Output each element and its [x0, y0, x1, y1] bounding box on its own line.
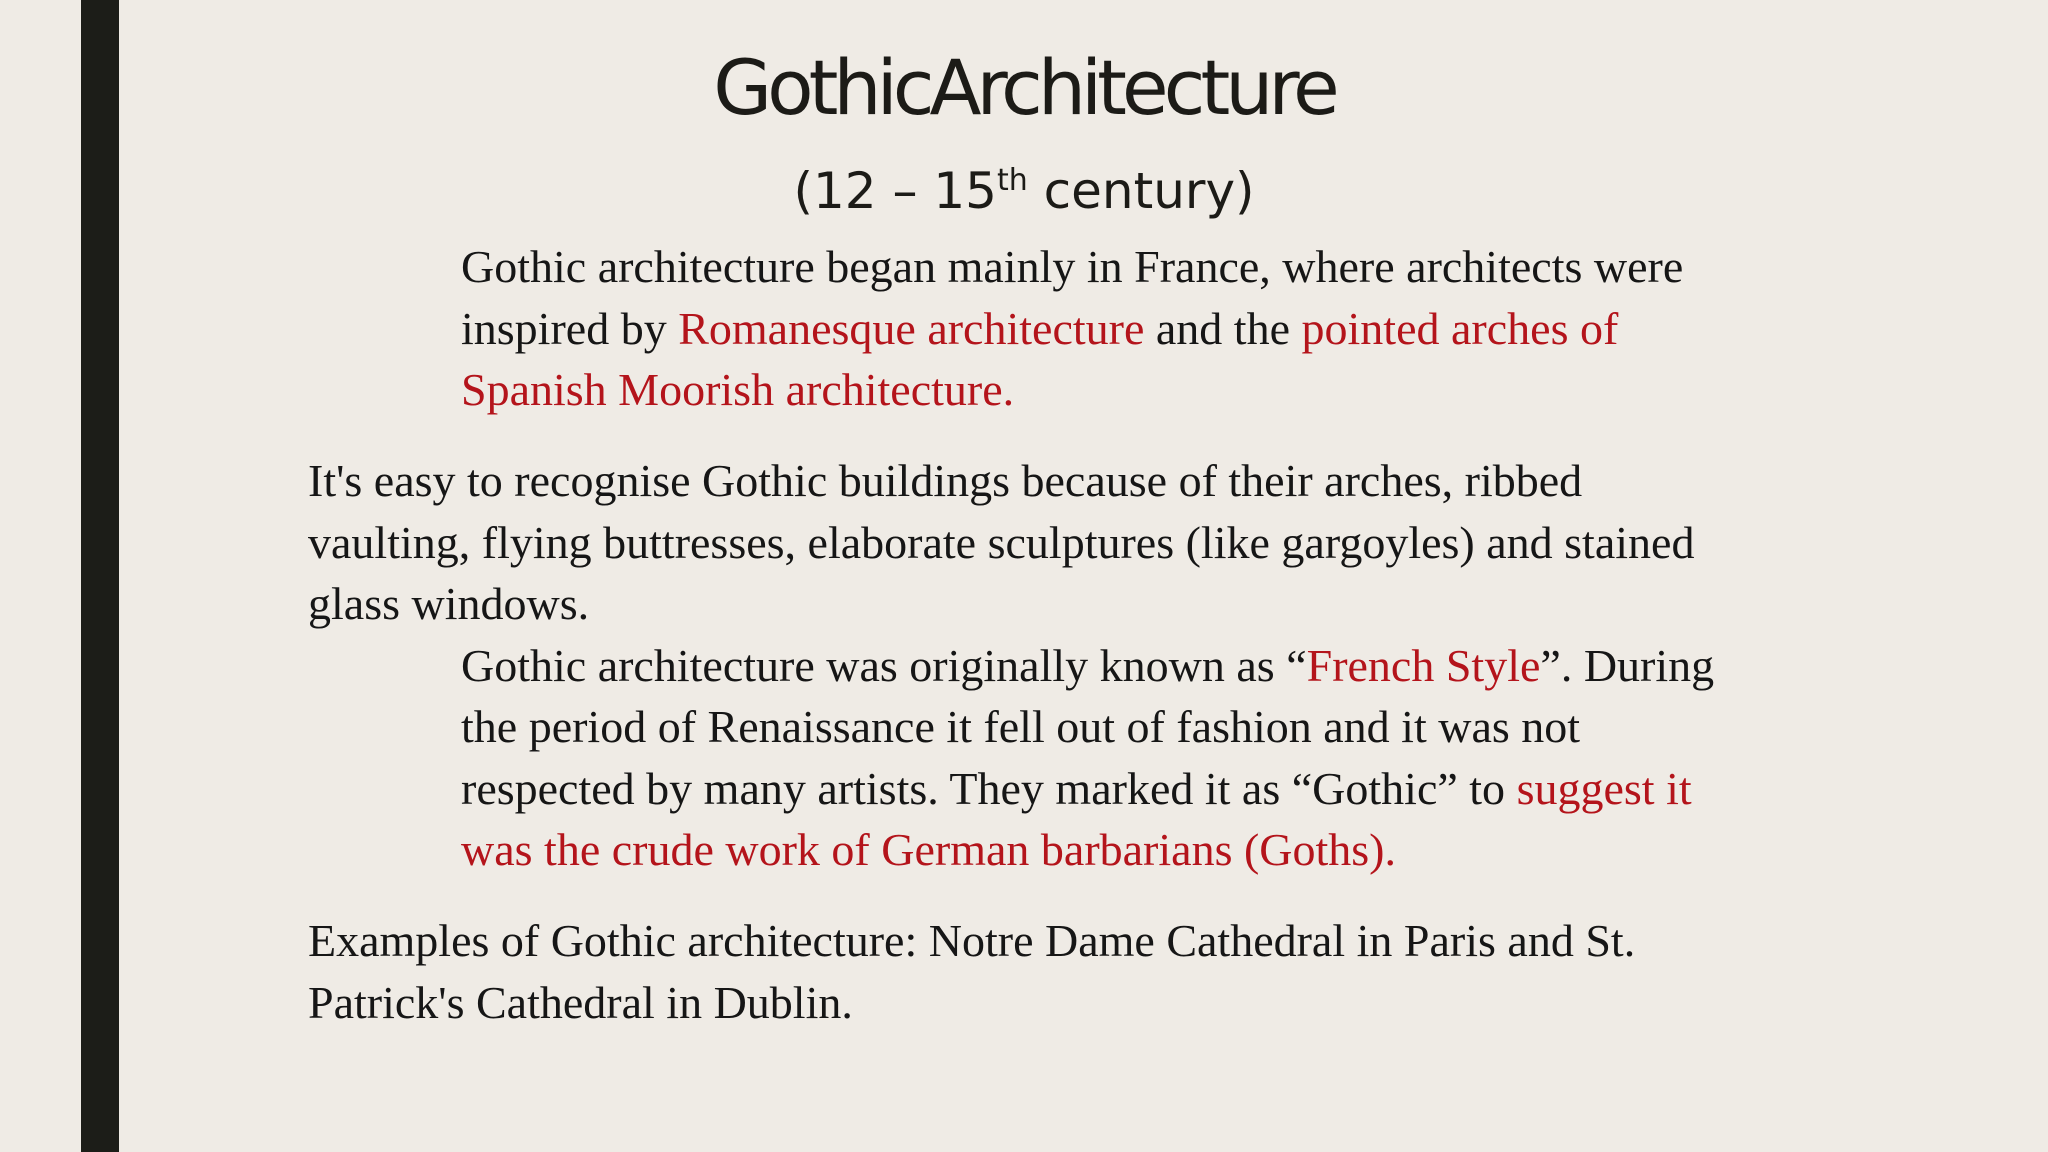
origins-text-2: and the: [1144, 302, 1302, 354]
origins-highlight-moorish: pointed arches of Spanish Moorish architecture.: [461, 302, 1619, 415]
paragraph-examples: [308, 910, 1748, 1033]
paragraph-history: [308, 635, 1748, 881]
slide-subtitle: [0, 164, 2048, 219]
history-text-1: Gothic architecture was originally known as “: [461, 639, 1307, 691]
paragraph-origins: [308, 236, 1748, 421]
history-text-2: ”. During the period of Renaissance it fell out of fashion and it was not respected by many artists. They marked it as “Gothic” to: [461, 639, 1715, 814]
subtitle-superscript: th: [996, 163, 1028, 198]
slide-title: GothicArchitecture: [713, 43, 1335, 132]
subtitle-prefix: (12 – 15: [793, 162, 997, 220]
origins-text-1: Gothic architecture began mainly in France, where architects were inspired by: [461, 241, 1684, 354]
paragraph-features: It's easy to recognise Gothic buildings because of their arches, ribbed vaulting, flying buttresses, elaborate sculptures (like gargoyles) and stained glass windows.: [308, 455, 1695, 629]
history-highlight-goths: suggest it was the crude work of German barbarians (Goths).: [461, 762, 1692, 875]
history-highlight-french-style: French Style: [1306, 639, 1541, 691]
origins-highlight-romanesque: Romanesque architecture: [678, 302, 1145, 354]
subtitle-suffix: century): [1027, 162, 1255, 220]
paragraph-examples-text: Examples of Gothic architecture: Notre Dame Cathedral in Paris and St. Patrick's Cathedral in Dublin.: [308, 915, 1636, 1028]
paragraph-features-and-history: [308, 450, 1748, 881]
paragraph-origins-text: [308, 236, 1748, 421]
